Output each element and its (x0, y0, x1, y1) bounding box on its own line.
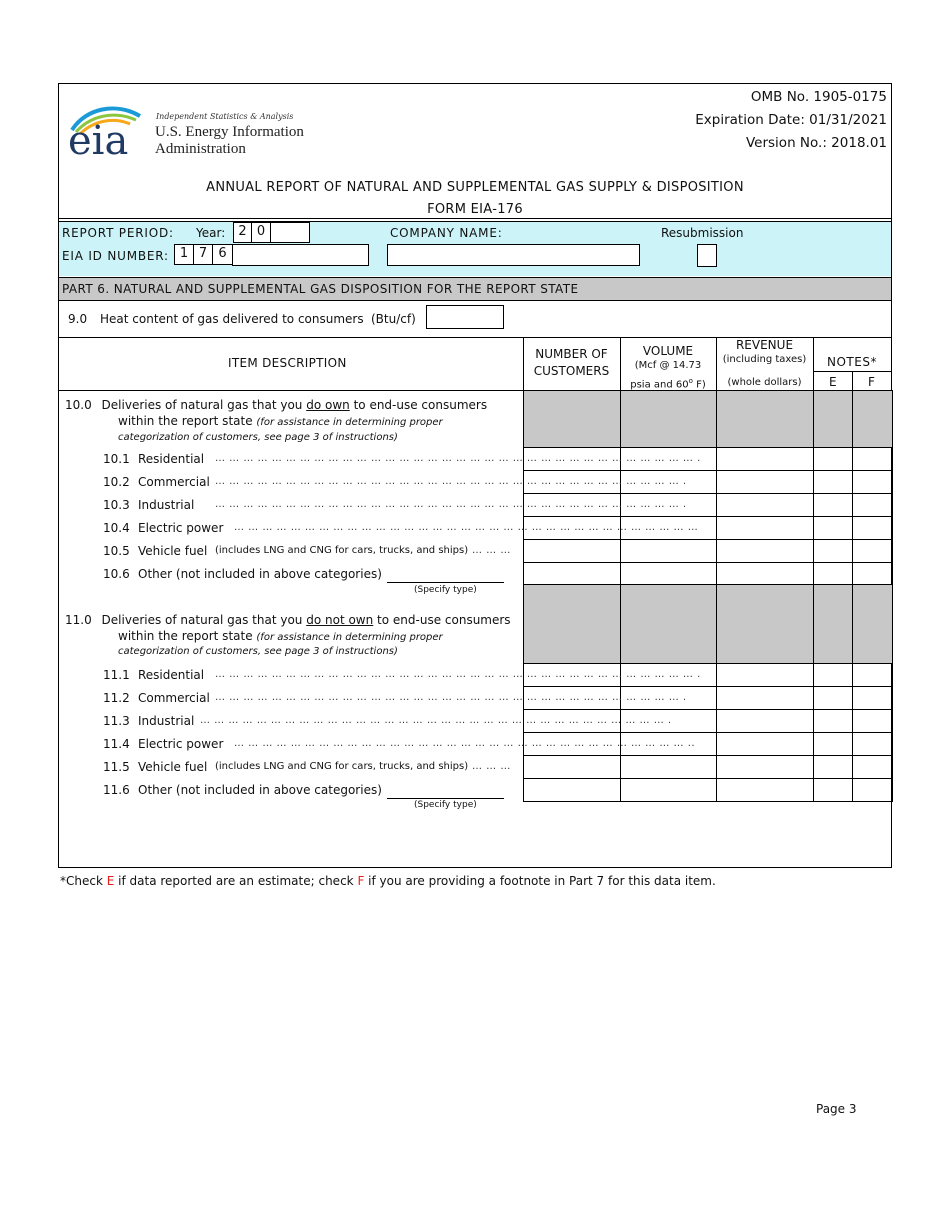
sec10-row-dots: … … … … … … … … … … … … … … … … … … … … … … … … … … … … … … … … … … . (215, 453, 701, 464)
sec11-row2-revenue-input[interactable] (716, 686, 814, 710)
hdr-vline-5 (852, 371, 853, 391)
sec11-row1-notes-e-input[interactable] (813, 663, 853, 687)
sec10-row1-notes-f-input[interactable] (852, 447, 893, 471)
section-11-post: to end-use consumers (373, 613, 511, 627)
sec10-row-number: 10.4 (103, 521, 130, 535)
heat-content-unit: (Btu/cf) (371, 312, 416, 326)
sec11-row-dots: … … … (472, 761, 511, 772)
footnote (60, 874, 716, 888)
sec11-row6-customers-input[interactable] (523, 778, 621, 802)
col-notes: NOTES* (827, 355, 877, 369)
eia-id-digit-3 (212, 244, 233, 265)
year-label: Year: (196, 226, 226, 240)
hdr-vline-4 (813, 337, 814, 391)
sec11-row3-revenue-input[interactable] (716, 709, 814, 733)
sec10-row6-notes-f-input[interactable] (852, 562, 893, 586)
col-volume-f: F) (692, 379, 706, 391)
sec11-row-label: Electric power (138, 737, 224, 751)
footnote-a: *Check (60, 874, 107, 888)
sec10-row3-revenue-input[interactable] (716, 493, 814, 517)
sec10-row2-notes-f-input[interactable] (852, 470, 893, 494)
col-volume-line1: VOLUME (642, 344, 694, 358)
sec10-row6-notes-e-input[interactable] (813, 562, 853, 586)
sec11-row4-notes-f-input[interactable] (852, 732, 893, 756)
eia-id-digit-2-text: 7 (198, 246, 208, 261)
sec10-row6-customers-input[interactable] (523, 562, 621, 586)
section-11-emph: do not own (306, 613, 374, 627)
sec10-row5-notes-f-input[interactable] (852, 539, 893, 563)
eia-id-digit-1-text: 1 (179, 246, 189, 261)
version-number: Version No.: 2018.01 (745, 135, 887, 151)
form-number (58, 202, 892, 217)
year-input[interactable] (270, 222, 310, 243)
form-title (58, 180, 892, 195)
section-10-line3: categorization of customers, see page 3 of instructions) (118, 432, 398, 443)
sec10-row-number: 10.5 (103, 544, 130, 558)
company-name-input[interactable] (387, 244, 640, 266)
col-revenue (716, 337, 813, 391)
sec10-row-dots: … … … … … … … … … … … … … … … … … … … … … … … … … … … … … … … … … (234, 522, 699, 533)
eia-id-input[interactable] (232, 244, 369, 266)
part-heading: PART 6. NATURAL AND SUPPLEMENTAL GAS DISPOSITION FOR THE REPORT STATE (62, 282, 579, 296)
sec10-row6-revenue-input[interactable] (716, 562, 814, 586)
hdr-vline-2 (620, 337, 621, 391)
year-digit-1-text: 2 (238, 224, 247, 239)
sec11-row2-notes-f-input[interactable] (852, 686, 893, 710)
year-digit-1 (233, 222, 252, 243)
sec10-row-label: Residential (138, 452, 205, 466)
sec10-row4-notes-e-input[interactable] (813, 516, 853, 540)
section-11-line2b: (for assistance in determining proper (256, 632, 443, 643)
sec11-row-note: (includes LNG and CNG for cars, trucks, and ships) (215, 761, 469, 772)
form-number-text: FORM EIA-176 (427, 202, 523, 217)
company-name-label: COMPANY NAME: (390, 226, 503, 240)
sec10-row6-volume-input[interactable] (620, 562, 717, 586)
sec11-row5-revenue-input[interactable] (716, 755, 814, 779)
sec10-row-label: Electric power (138, 521, 224, 535)
eia-logo (66, 104, 144, 162)
sec11-row5-notes-e-input[interactable] (813, 755, 853, 779)
section-11-line2 (118, 629, 443, 643)
sec11-row5-customers-input[interactable] (523, 755, 621, 779)
sec11-row-number: 11.6 (103, 783, 130, 797)
col-volume-degree: o (688, 377, 693, 385)
sec11-row-dots: … … … … … … … … … … … … … … … … … … … … … … … … … … … … … … … … .. (234, 738, 696, 749)
section-10-number: 10.0 (65, 398, 92, 412)
agency-tagline: Independent Statistics & Analysis (156, 112, 294, 121)
footnote-c: if you are providing a footnote in Part 7 for this data item. (364, 874, 716, 888)
sec10-row-label: Commercial (138, 475, 210, 489)
sec11-header-gray-notes-e (813, 584, 853, 664)
sec10-row-label: Industrial (138, 498, 195, 512)
sec10-row3-notes-e-input[interactable] (813, 493, 853, 517)
resubmission-label: Resubmission (661, 226, 744, 240)
sec10-row5-volume-input[interactable] (620, 539, 717, 563)
sec11-row-dots: … … … … … … … … … … … … … … … … … … … … … … … … … … … … … … … … … . (215, 692, 687, 703)
resubmission-checkbox[interactable] (697, 244, 717, 267)
sec10-row-number: 10.2 (103, 475, 130, 489)
col-volume-line2: (Mcf @ 14.73 (634, 360, 702, 371)
section-10-heading (65, 398, 487, 412)
heat-content-label: Heat content of gas delivered to consumers (100, 312, 364, 326)
year-digit-2 (251, 222, 271, 243)
sec10-header-gray-notes-e (813, 390, 853, 448)
col-revenue-line2: (including taxes) (722, 354, 807, 365)
report-period-label: REPORT PERIOD: (62, 226, 174, 240)
sec11-row-number: 11.3 (103, 714, 130, 728)
section-11-pre: Deliveries of natural gas that you (101, 613, 307, 627)
form-title-text: ANNUAL REPORT OF NATURAL AND SUPPLEMENTAL GAS SUPPLY & DISPOSITION (206, 180, 744, 195)
agency-name-line1: U.S. Energy Information (155, 124, 304, 140)
sec11-row6-notes-e-input[interactable] (813, 778, 853, 802)
sec11-row1-revenue-input[interactable] (716, 663, 814, 687)
sec10-row5-customers-input[interactable] (523, 539, 621, 563)
sec11-row-dots: … … … … … … … … … … … … … … … … … … … … … … … … … … … … … … … … … … . (215, 669, 701, 680)
heat-content-input[interactable] (426, 305, 504, 329)
sec11-row1-notes-f-input[interactable] (852, 663, 893, 687)
sec11-row-label: Industrial (138, 714, 195, 728)
sec11-row-number: 11.5 (103, 760, 130, 774)
sec10-row2-revenue-input[interactable] (716, 470, 814, 494)
logo-text: eia (68, 118, 129, 164)
col-volume (620, 343, 716, 393)
col-customers-line1: NUMBER OF (535, 347, 608, 361)
section-10-emph: do own (306, 398, 350, 412)
sec11-header-gray-revenue (716, 584, 814, 664)
eia-id-digit-3-text: 6 (218, 246, 227, 261)
col-customers-line2: CUSTOMERS (533, 364, 610, 378)
footnote-e: E (106, 874, 115, 888)
col-revenue-line3: (whole dollars) (727, 377, 802, 388)
section-11-specify-line (387, 798, 504, 799)
section-10-pre: Deliveries of natural gas that you (101, 398, 307, 412)
sec10-row1-revenue-input[interactable] (716, 447, 814, 471)
col-revenue-line1: REVENUE (735, 338, 794, 352)
col-notes-f: F (868, 375, 875, 389)
section-11-line2a: within the report state (118, 629, 257, 643)
sec11-row-number: 11.4 (103, 737, 130, 751)
section-11-number: 11.0 (65, 613, 92, 627)
section-10-line2a: within the report state (118, 414, 257, 428)
sec10-row4-revenue-input[interactable] (716, 516, 814, 540)
col-notes-e: E (829, 375, 837, 389)
sec10-header-gray-customers (523, 390, 621, 448)
year-digit-2-text: 0 (256, 224, 266, 239)
eia-id-digit-2 (193, 244, 213, 265)
sec10-row-number: 10.3 (103, 498, 130, 512)
expiration-date: Expiration Date: 01/31/2021 (695, 112, 887, 128)
sec10-row-label: Other (not included in above categories) (138, 567, 382, 581)
sec10-row-number: 10.6 (103, 567, 130, 581)
section-10-specify: (Specify type) (414, 585, 477, 595)
sec10-row-dots: … … … (472, 545, 511, 556)
sec11-row-number: 11.2 (103, 691, 130, 705)
sec11-row3-notes-e-input[interactable] (813, 709, 853, 733)
sec11-header-gray-customers (523, 584, 621, 664)
sec10-row1-notes-e-input[interactable] (813, 447, 853, 471)
sec10-row4-notes-f-input[interactable] (852, 516, 893, 540)
header-divider (58, 218, 892, 219)
sec11-row6-volume-input[interactable] (620, 778, 717, 802)
section-11-specify: (Specify type) (414, 800, 477, 810)
eia-id-digit-1 (174, 244, 194, 265)
sec11-row5-volume-input[interactable] (620, 755, 717, 779)
sec11-row4-notes-e-input[interactable] (813, 732, 853, 756)
col-item-description: ITEM DESCRIPTION (228, 356, 347, 370)
footnote-b: if data reported are an estimate; check (114, 874, 358, 888)
sec10-row-note: (includes LNG and CNG for cars, trucks, and ships) (215, 545, 469, 556)
section-10-specify-line (387, 582, 504, 583)
col-volume-psia: psia and 60 (630, 379, 689, 391)
sec11-header-gray-notes-f (852, 584, 893, 664)
sec11-row4-revenue-input[interactable] (716, 732, 814, 756)
sec10-header-gray-notes-f (852, 390, 893, 448)
sec10-header-gray-revenue (716, 390, 814, 448)
heat-content-number: 9.0 (68, 312, 88, 326)
eia-id-label: EIA ID NUMBER: (62, 249, 169, 263)
sec11-row-label: Residential (138, 668, 205, 682)
sec11-row6-notes-f-input[interactable] (852, 778, 893, 802)
hdr-vline-3 (716, 337, 717, 391)
sec10-row5-revenue-input[interactable] (716, 539, 814, 563)
sec11-row3-notes-f-input[interactable] (852, 709, 893, 733)
section-10-line2 (118, 414, 443, 428)
sec10-row5-notes-e-input[interactable] (813, 539, 853, 563)
sec11-row-label: Other (not included in above categories) (138, 783, 382, 797)
sec10-row3-notes-f-input[interactable] (852, 493, 893, 517)
section-11-line3: categorization of customers, see page 3 of instructions) (118, 646, 398, 657)
hdr-vline-1 (523, 337, 524, 391)
page-number: Page 3 (816, 1102, 857, 1116)
sec11-row5-notes-f-input[interactable] (852, 755, 893, 779)
sec11-row-number: 11.1 (103, 668, 130, 682)
sec11-row2-notes-e-input[interactable] (813, 686, 853, 710)
sec10-row-label: Vehicle fuel (138, 544, 208, 558)
omb-number: OMB No. 1905-0175 (750, 89, 887, 105)
section-10-post: to end-use consumers (349, 398, 488, 412)
section-11-heading (65, 613, 511, 627)
sec10-row-number: 10.1 (103, 452, 130, 466)
sec10-header-gray-volume (620, 390, 717, 448)
sec11-row-label: Commercial (138, 691, 210, 705)
sec11-row-dots: … … … … … … … … … … … … … … … … … … … … … … … … … … … … … … … … … . (200, 715, 672, 726)
sec10-row-dots: … … … … … … … … … … … … … … … … … … … … … … … … … … … … … … … … … . (215, 476, 687, 487)
footnote-f: F (357, 874, 365, 888)
section-10-line2b: (for assistance in determining proper (256, 417, 443, 428)
sec11-row-label: Vehicle fuel (138, 760, 208, 774)
sec11-header-gray-volume (620, 584, 717, 664)
sec10-row2-notes-e-input[interactable] (813, 470, 853, 494)
col-customers (523, 346, 620, 380)
agency-name-line2: Administration (155, 141, 246, 157)
sec11-row6-revenue-input[interactable] (716, 778, 814, 802)
sec10-row-dots: … … … … … … … … … … … … … … … … … … … … … … … … … … … … … … … … … . (215, 499, 687, 510)
